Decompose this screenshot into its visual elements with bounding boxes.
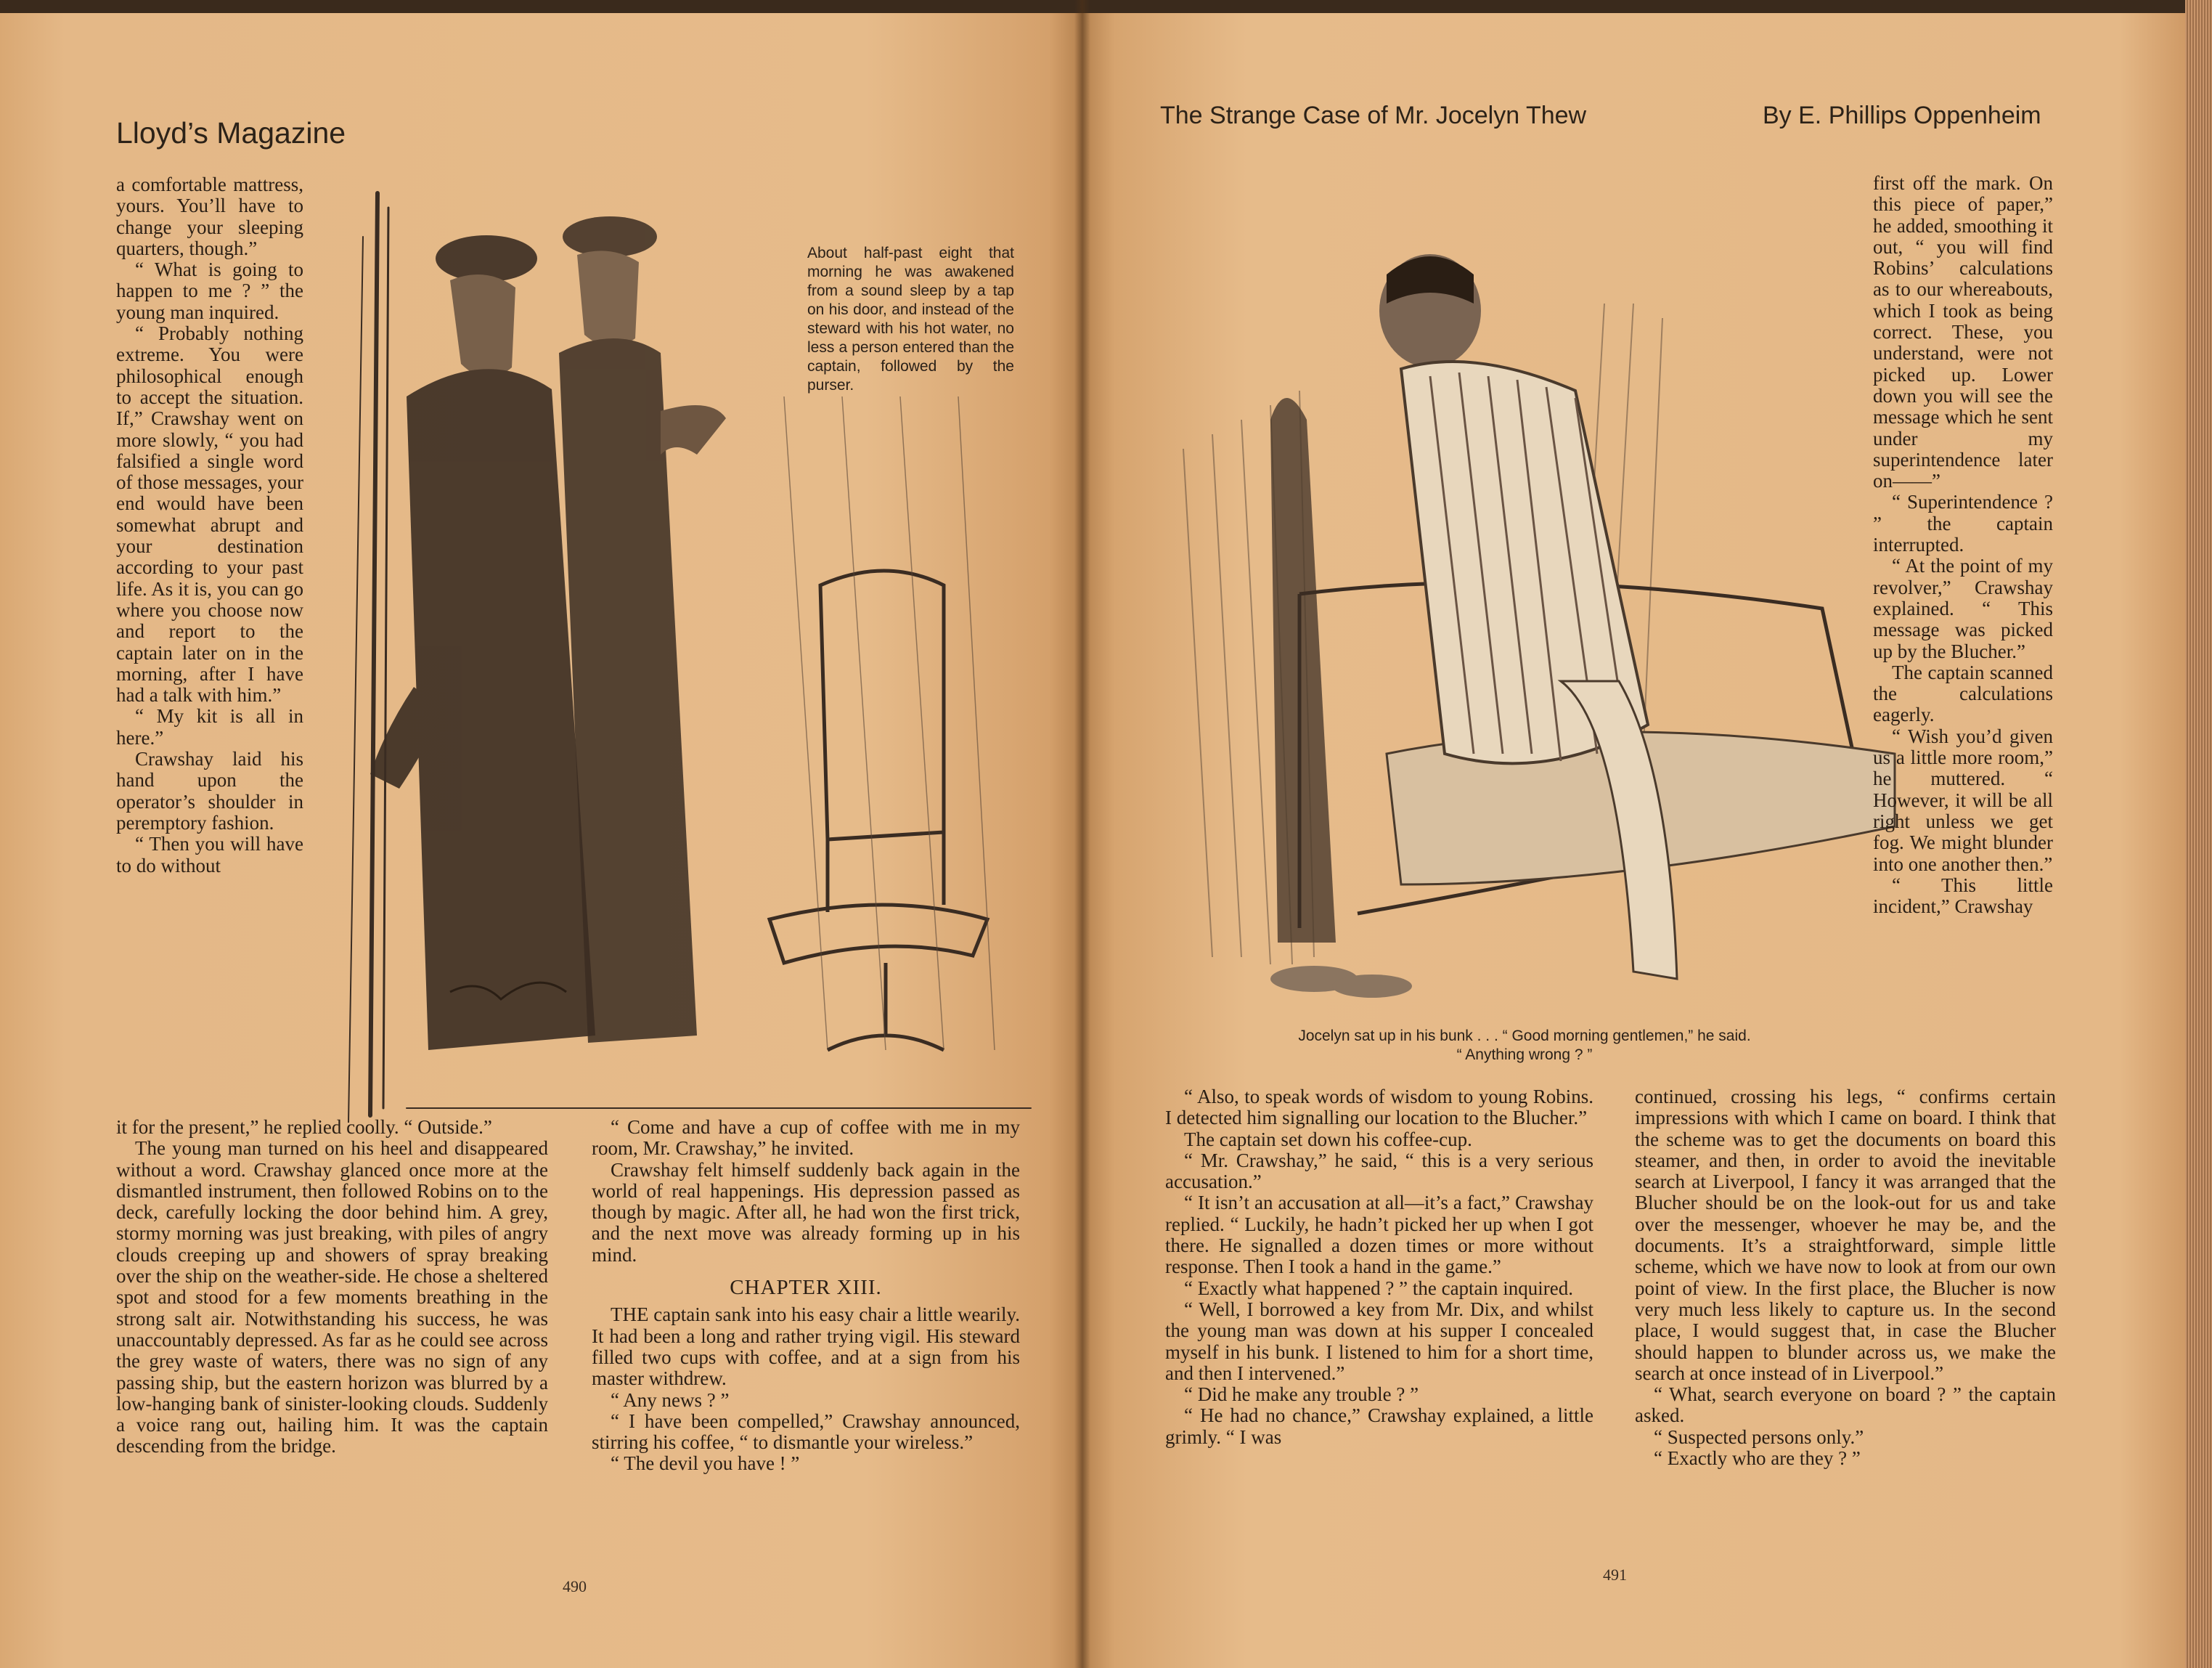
paragraph: “ Well, I borrowed a key from Mr. Dix, and whilst the young man was down at his supper I concealed myself in his bunk. I listened to him for a short time, and then I intervened.”	[1165, 1298, 1593, 1384]
paragraph: “ My kit is all in here.”	[116, 705, 303, 749]
binding-gutter	[1074, 0, 1090, 1668]
paragraph: “ Probably nothing extreme. You were philosophical enough to accept the situation. If,” Crawshay went on more slowly, “ you had falsified a single word of those messages, your end would have been somewhat abrupt and your destination according to your past life. As it is, you can go where you choose now and report to the captain later on in the morning, after I have had a talk with him.”	[116, 322, 303, 707]
paragraph: “ I have been compelled,” Crawshay announced, stirring his coffee, “ to dismantle your wireless.”	[592, 1409, 1020, 1454]
right-narrow-column	[1873, 173, 2053, 917]
paragraph: “ The devil you have ! ”	[611, 1452, 800, 1475]
running-head-magazine: Lloyd’s Magazine	[116, 116, 346, 150]
left-illustration-caption: About half-past eight that morning he was awakened from a sound sleep by a tap on his door, and instead of the steward with his hot water, no less a person entered than the captain, followed by the purser.	[807, 245, 1014, 394]
paragraph: The captain set down his coffee-cup.	[1184, 1128, 1472, 1150]
paragraph: “ Mr. Crawshay,” he said, “ this is a very serious accusation.”	[1165, 1149, 1593, 1193]
paragraph: “ Any news ? ”	[611, 1388, 730, 1411]
right-page	[1082, 13, 2185, 1668]
right-column-2	[1635, 1086, 2056, 1469]
caption-line-1: Jocelyn sat up in his bunk . . . “ Good morning gentlemen,” he said.	[1298, 1028, 1751, 1044]
paragraph: “ What is going to happen to me ? ” the young man inquired.	[116, 259, 303, 323]
paragraph: it for the present,” he replied coolly. “ Outside.”	[116, 1116, 492, 1138]
paragraph: “ Superintendence ? ” the captain interrupted.	[1873, 491, 2053, 556]
paragraph: “ What, search everyone on board ? ” the captain asked.	[1635, 1383, 2056, 1427]
left-narrow-column	[116, 174, 303, 876]
page-edges	[2185, 0, 2212, 1668]
chapter-heading: CHAPTER XIII.	[730, 1276, 882, 1300]
paragraph: “ Did he make any trouble ? ”	[1184, 1383, 1419, 1406]
paragraph: Crawshay felt himself suddenly back again in the world of real happenings. His depression passed as though by magic. After all, he had won the first trick, and the next move was already forming up in his mind.	[592, 1158, 1020, 1266]
paragraph: first off the mark. On this piece of paper,” he added, smoothing it out, “ you will find Robins’ calculations as to our whereabouts, which I took as being correct. These, you understand, were not picked up. Lower down you will see the message which he sent under my superintendence later on——”	[1873, 172, 2053, 492]
paragraph: The captain scanned the calculations eagerly.	[1873, 661, 2053, 726]
right-illustration-caption	[1154, 1027, 1895, 1065]
illustration-jocelyn-in-bunk	[1169, 158, 1938, 1008]
left-column-1	[116, 1117, 548, 1457]
left-column-2	[592, 1117, 1020, 1475]
paragraph: “ Exactly what happened ? ” the captain inquired.	[1184, 1277, 1574, 1299]
paragraph: The young man turned on his heel and disappeared without a word. Crawshay glanced once more at the dismantled instrument, then followed Robins on to the deck, carefully locking the door behind him. A grey, stormy morning was just breaking, with piles of angry clouds creeping up and showers of spray breaking over the ship on the weather-side. He chose a sheltered spot and stood for a few moments breathing in the strong salt air. Notwithstanding his success, he was unaccountably depressed. As far as he could see across the grey waste of waters, there was no sign of any passing ship, but the eastern horizon was blurred by a low-hanging bank of sinister-looking clouds. Suddenly a voice rang out, hailing him. It was the captain descending from the bridge.	[116, 1137, 548, 1457]
paragraph: a comfortable mattress, yours. You’ll have to change your sleeping quarters, though.”	[116, 174, 303, 259]
paragraph: “ Exactly who are they ? ”	[1654, 1447, 1861, 1470]
paragraph: “ Also, to speak words of wisdom to young Robins. I detected him signalling our location to the Blucher.”	[1165, 1086, 1593, 1129]
caption-line-2: “ Anything wrong ? ”	[1456, 1046, 1593, 1063]
paragraph: “ Then you will have to do without	[116, 833, 303, 876]
paragraph: “ He had no chance,” Crawshay explained, a little grimly. “ I was	[1165, 1404, 1593, 1448]
right-column-1	[1165, 1086, 1593, 1448]
paragraph: Crawshay laid his hand upon the operator’s shoulder in peremptory fashion.	[116, 748, 303, 834]
running-head-title: The Strange Case of Mr. Jocelyn Thew	[1160, 102, 1587, 129]
paragraph: continued, crossing his legs, “ confirms certain impressions with which I came on board. I think that the scheme was to get the documents on board this steamer, and then, in order to avoid the inevitable search at Liverpool, I fancy it was arranged that the Blucher should be on the look-out for us and take over the messenger, whoever he may be, and the documents. It’s a straightforward, simple little scheme, which we have now to look at from our own point of view. In the first place, the Blucher is now very much less likely to capture us. In the second place, I would suggest that, in case the Blucher should happen to blunder across us, we make the search at once instead of in Liverpool.”	[1635, 1086, 2056, 1384]
paragraph: “ It isn’t an accusation at all—it’s a fact,” Crawshay replied. “ Luckily, he hadn’t picked her up when I got there. He signalled a dozen times or more without response. Then I took a hand in the game.”	[1165, 1192, 1593, 1278]
paragraph: “ At the point of my revolver,” Crawshay explained. “ This message was picked up by the Blucher.”	[1873, 555, 2053, 662]
paragraph: “ This little incident,” Crawshay	[1873, 874, 2053, 918]
sketch-drawing	[1169, 158, 1938, 1008]
paragraph: THE captain sank into his easy chair a little wearily. It had been a long and rather trying vigil. His steward filled two cups with coffee, and at a sign from his master withdrew.	[592, 1303, 1020, 1390]
paragraph: “ Wish you’d given us a little more room,” he muttered. “ However, it will be all right unless we get fog. We might blunder into one another then.”	[1873, 725, 2053, 875]
paragraph: “ Come and have a cup of coffee with me in my room, Mr. Crawshay,” he invited.	[592, 1116, 1020, 1160]
running-head-author: By E. Phillips Oppenheim	[1763, 102, 2041, 129]
page-number: 490	[563, 1577, 587, 1595]
left-page	[0, 13, 1082, 1668]
paragraph: “ Suspected persons only.”	[1654, 1425, 1864, 1448]
page-number: 491	[1603, 1566, 1627, 1584]
